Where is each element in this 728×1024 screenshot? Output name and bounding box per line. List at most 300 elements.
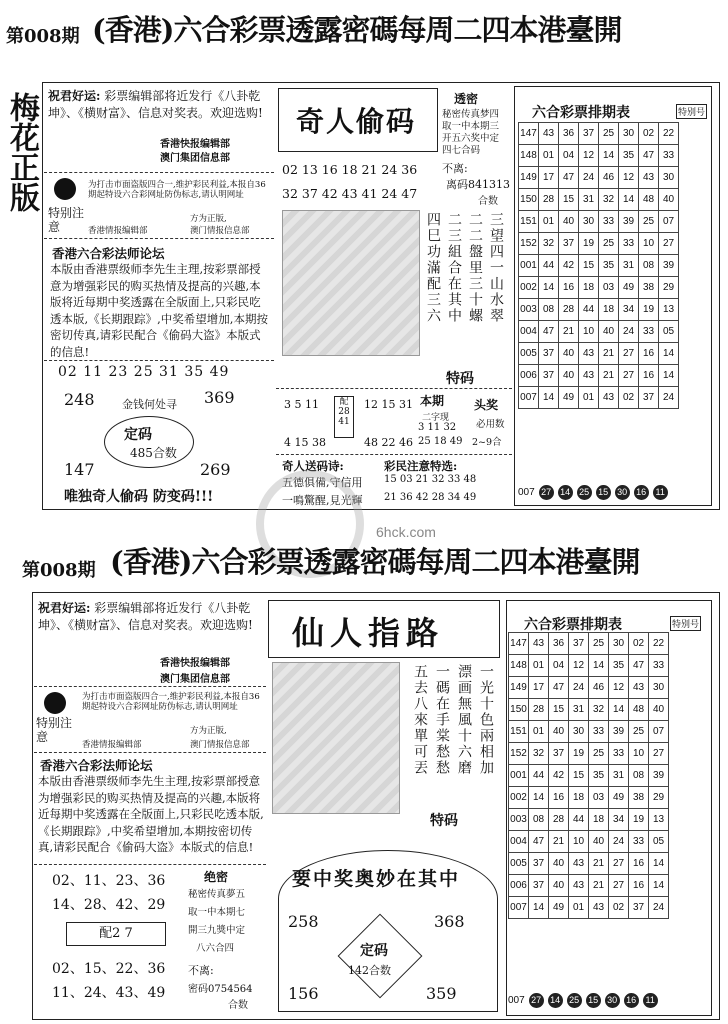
schedule-number-cell: 14	[529, 897, 549, 919]
schedule-period-cell: 002	[509, 787, 529, 809]
nums-a2: 14、28、42、29	[52, 897, 166, 913]
tri-bottom-right: 359	[426, 984, 457, 1003]
schedule-number-cell: 08	[639, 255, 659, 277]
schedule-number-cell: 27	[619, 365, 639, 387]
schedule-number-cell: 01	[539, 145, 559, 167]
forum-title: 香港六合彩法师论坛	[52, 246, 165, 261]
schedule-number-cell: 43	[599, 387, 619, 409]
schedule-number-cell: 16	[559, 277, 579, 299]
circle-number: 15	[586, 993, 601, 1008]
divider	[44, 360, 274, 361]
schedule-number-cell: 21	[559, 321, 579, 343]
schedule-number-cell: 25	[639, 211, 659, 233]
schedule-number-cell: 34	[609, 809, 629, 831]
last-row-label: 007	[508, 994, 525, 1006]
nums-b2: 11、24、43、49	[52, 985, 166, 1001]
schedule-number-cell: 19	[579, 233, 599, 255]
schedule-period-cell: 005	[509, 853, 529, 875]
grid-nums-2: 12 15 31	[364, 398, 413, 411]
tri-bottom-left: 147	[64, 460, 95, 479]
schedule-number-cell: 16	[549, 787, 569, 809]
divider	[44, 172, 274, 173]
schedule-tag: 特别号	[670, 616, 701, 631]
schedule-number-cell: 37	[539, 365, 559, 387]
schedule-row	[519, 211, 679, 233]
schedule-number-cell: 05	[659, 321, 679, 343]
schedule-period-cell: 147	[519, 123, 539, 145]
schedule-number-cell: 04	[549, 655, 569, 677]
schedule-number-cell: 17	[529, 677, 549, 699]
schedule-number-cell: 37	[629, 897, 649, 919]
schedule-number-cell: 37	[639, 387, 659, 409]
schedule-number-cell: 33	[629, 831, 649, 853]
schedule-number-cell: 24	[659, 387, 679, 409]
schedule-number-cell: 49	[549, 897, 569, 919]
circle-number: 25	[577, 485, 592, 500]
schedule-row	[509, 809, 669, 831]
schedule-number-cell: 47	[539, 321, 559, 343]
pei-box: 配28 41	[334, 396, 354, 438]
circle-number: 16	[624, 993, 639, 1008]
schedule-row	[509, 765, 669, 787]
schedule-number-cell: 16	[629, 875, 649, 897]
circle-number: 11	[643, 993, 658, 1008]
schedule-number-cell: 40	[649, 699, 669, 721]
schedule-number-cell: 01	[569, 897, 589, 919]
schedule-number-cell: 40	[549, 853, 569, 875]
schedule-number-cell: 15	[559, 189, 579, 211]
circle-number: 30	[615, 485, 630, 500]
schedule-row	[519, 343, 679, 365]
bomb-icon	[54, 178, 76, 200]
schedule-row	[519, 233, 679, 255]
divider	[276, 388, 512, 389]
schedule-number-cell: 28	[529, 699, 549, 721]
schedule-number-cell: 47	[629, 655, 649, 677]
greeting-body: 彩票编辑部将近发行《八卦乾坤》、《横财富》、信息对奖表。欢迎选购!	[38, 601, 253, 632]
buli-sub: 合数	[478, 196, 498, 207]
schedule-number-cell: 40	[549, 875, 569, 897]
poem-col-2: 二二盤里三十螺	[467, 212, 483, 324]
schedule-number-cell: 10	[639, 233, 659, 255]
forum-title: 香港六合彩法师论坛	[40, 758, 153, 773]
greeting-body: 彩票编辑部将近发行《八卦乾坤》、《横财富》、信息对奖表。欢迎选购!	[48, 89, 263, 120]
circle-number: 16	[634, 485, 649, 500]
schedule-number-cell: 39	[649, 765, 669, 787]
schedule-number-cell: 21	[549, 831, 569, 853]
tema-label: 特码	[446, 371, 474, 387]
schedule-number-cell: 40	[659, 189, 679, 211]
schedule-period-cell: 004	[519, 321, 539, 343]
schedule-period-cell: 007	[509, 897, 529, 919]
schedule-number-cell: 37	[559, 233, 579, 255]
schedule-period-cell: 151	[519, 211, 539, 233]
nums-row-2: 32 37 42 43 41 24 47	[282, 186, 418, 201]
schedule-number-cell: 25	[589, 743, 609, 765]
sign-2: 澳门集团信息部	[160, 153, 230, 164]
schedule-number-cell: 19	[639, 299, 659, 321]
schedule-number-cell: 33	[609, 743, 629, 765]
schedule-number-cell: 21	[599, 365, 619, 387]
schedule-row	[509, 743, 669, 765]
secret-title: 绝密	[204, 870, 229, 884]
schedule-number-cell: 42	[559, 255, 579, 277]
schedule-row	[509, 721, 669, 743]
schedule-number-cell: 40	[549, 721, 569, 743]
circle-number: 11	[653, 485, 668, 500]
schedule-number-cell: 25	[629, 721, 649, 743]
schedule-last-row	[508, 990, 658, 1010]
schedule-row	[519, 321, 679, 343]
schedule-number-cell: 33	[589, 721, 609, 743]
schedule-number-cell: 36	[559, 123, 579, 145]
schedule-period-cell: 001	[519, 255, 539, 277]
schedule-number-cell: 37	[569, 633, 589, 655]
grid-nums-1: 3 5 11	[284, 398, 319, 411]
schedule-number-cell: 30	[619, 123, 639, 145]
schedule-row	[509, 853, 669, 875]
schedule-number-cell: 02	[609, 897, 629, 919]
schedule-tag: 特别号	[676, 104, 707, 119]
schedule-number-cell: 49	[609, 787, 629, 809]
schedule-number-cell: 22	[659, 123, 679, 145]
nums-a1: 02、11、23、36	[52, 873, 166, 889]
schedule-number-cell: 05	[649, 831, 669, 853]
buli-sub: 合数	[228, 1000, 248, 1011]
schedule-number-cell: 18	[589, 809, 609, 831]
schedule-number-cell: 44	[579, 299, 599, 321]
schedule-number-cell: 19	[569, 743, 589, 765]
schedule-number-cell: 38	[639, 277, 659, 299]
schedule-period-cell: 152	[509, 743, 529, 765]
schedule-number-cell: 37	[539, 343, 559, 365]
notice-sign-2: 香港情报编辑部	[88, 226, 148, 236]
schedule-number-cell: 16	[629, 853, 649, 875]
forum-body: 本版由香港票级师李先生主理,按彩票部授意为增强彩民的购买热情及提高的兴趣,本版将近每期中奖透露在全版面上,只彩民吃透本版,《长期跟踪》,中奖希望增加,本期按密切传真,请彩民配合《偷码大盗》本版式的信息!	[38, 774, 264, 854]
schedule-number-cell: 18	[599, 299, 619, 321]
schedule-row	[519, 299, 679, 321]
schedule-number-cell: 47	[549, 677, 569, 699]
tri-top-left: 258	[288, 912, 319, 931]
schedule-row	[519, 167, 679, 189]
notice-body: 为打击市面盗版四合一,维护彩民利益,本报自36期起特设六合彩网址防伪标志,请认明网址	[88, 180, 266, 200]
schedule-number-cell: 30	[649, 677, 669, 699]
schedule-number-cell: 14	[619, 189, 639, 211]
schedule-number-cell: 27	[649, 743, 669, 765]
schedule-number-cell: 47	[529, 831, 549, 853]
schedule-period-cell: 151	[509, 721, 529, 743]
qiren-poem-2: 一鳴驚醒,見光輝	[282, 494, 363, 507]
schedule-row	[509, 897, 669, 919]
schedule-number-cell: 32	[529, 743, 549, 765]
schedule-number-cell: 47	[559, 167, 579, 189]
schedule-number-cell: 14	[529, 787, 549, 809]
slogan: 唯独奇人偷码 防变码!!!	[64, 489, 214, 505]
schedule-number-cell: 27	[609, 853, 629, 875]
circle-number: 14	[548, 993, 563, 1008]
buli-label: 不离:	[442, 162, 468, 175]
schedule-period-cell: 002	[519, 277, 539, 299]
tema-label: 特码	[430, 813, 458, 829]
schedule-table	[518, 122, 679, 409]
schedule-number-cell: 14	[539, 387, 559, 409]
schedule-number-cell: 17	[539, 167, 559, 189]
schedule-number-cell: 12	[619, 167, 639, 189]
title-text: 奇人偷码	[296, 105, 417, 138]
schedule-number-cell: 33	[659, 145, 679, 167]
schedule-row	[509, 787, 669, 809]
schedule-number-cell: 18	[579, 277, 599, 299]
schedule-number-cell: 10	[579, 321, 599, 343]
secret-line-3: 開三九獎中定	[188, 925, 246, 936]
notice-sign-1: 方为正版,	[190, 726, 227, 736]
circle-number: 15	[596, 485, 611, 500]
schedule-period-cell: 147	[509, 633, 529, 655]
schedule-number-cell: 35	[589, 765, 609, 787]
schedule-row	[509, 699, 669, 721]
sign-1: 香港快报编辑部	[160, 139, 230, 150]
schedule-period-cell: 152	[519, 233, 539, 255]
schedule-number-cell: 43	[639, 167, 659, 189]
schedule-number-cell: 37	[529, 875, 549, 897]
schedule-period-cell: 003	[509, 809, 529, 831]
schedule-number-cell: 07	[659, 211, 679, 233]
schedule-number-cell: 28	[559, 299, 579, 321]
headline: (香港)六合彩票透露密碼每周二四本港臺開	[92, 13, 622, 47]
schedule-number-cell: 16	[639, 343, 659, 365]
divider	[34, 864, 266, 865]
schedule-number-cell: 21	[599, 343, 619, 365]
caimin-label: 彩民注意特选:	[384, 459, 458, 473]
schedule-number-cell: 42	[549, 765, 569, 787]
forum-body: 本版由香港票级师李先生主理,按彩票部授意为增强彩民的购买热情及提高的兴趣,本版将近每期中奖透露在全版面上,只彩民吃透本版,《长期跟踪》,中奖希望增加,本期按密切传真,请彩民配合《偷码大盗》本版式的信息!	[50, 262, 268, 359]
last-row-label: 007	[518, 486, 535, 498]
schedule-number-cell: 35	[609, 655, 629, 677]
schedule-period-cell: 149	[509, 677, 529, 699]
schedule-number-cell: 25	[599, 123, 619, 145]
schedule-number-cell: 14	[539, 277, 559, 299]
schedule-number-cell: 22	[649, 633, 669, 655]
schedule-number-cell: 32	[539, 233, 559, 255]
schedule-row	[509, 875, 669, 897]
watermark-text: 6hck.com	[376, 524, 436, 540]
tri-top-right: 368	[434, 912, 465, 931]
schedule-number-cell: 02	[629, 633, 649, 655]
schedule-number-cell: 30	[659, 167, 679, 189]
schedule-number-cell: 24	[619, 321, 639, 343]
poem-col-4: 五去八來單可丟	[412, 664, 428, 776]
issue-number: 第008期	[22, 560, 96, 581]
schedule-number-cell: 14	[649, 853, 669, 875]
schedule-number-cell: 43	[579, 343, 599, 365]
schedule-number-cell: 49	[559, 387, 579, 409]
schedule-number-cell: 08	[529, 809, 549, 831]
notice-sign-3: 澳门情报信息部	[190, 226, 250, 236]
schedule-number-cell: 37	[579, 123, 599, 145]
secret-line-4: 八六合四	[196, 943, 235, 954]
schedule-number-cell: 43	[539, 123, 559, 145]
schedule-number-cell: 21	[589, 853, 609, 875]
schedule-number-cell: 21	[589, 875, 609, 897]
schedule-table	[508, 632, 669, 919]
schedule-period-cell: 007	[519, 387, 539, 409]
circle-number: 25	[567, 993, 582, 1008]
notice-sign-3: 澳门情报信息部	[190, 740, 250, 750]
notice-label: 特别注意	[48, 206, 85, 234]
tri-top-left: 248	[64, 390, 95, 409]
qiren-poem-1: 五德俱備,守信用	[282, 476, 363, 489]
schedule-number-cell: 43	[569, 875, 589, 897]
title-text: 仙人指路	[292, 614, 445, 652]
schedule-number-cell: 27	[609, 875, 629, 897]
schedule-number-cell: 24	[649, 897, 669, 919]
schedule-number-cell: 37	[529, 853, 549, 875]
schedule-number-cell: 03	[599, 277, 619, 299]
schedule-row	[519, 365, 679, 387]
schedule-number-cell: 07	[649, 721, 669, 743]
benqi-sub: 二字现	[422, 413, 450, 423]
schedule-number-cell: 10	[629, 743, 649, 765]
tri-bottom-left: 156	[288, 984, 319, 1003]
schedule-number-cell: 44	[569, 809, 589, 831]
schedule-number-cell: 08	[539, 299, 559, 321]
schedule-number-cell: 37	[549, 743, 569, 765]
schedule-number-cell: 25	[589, 633, 609, 655]
schedule-number-cell: 44	[539, 255, 559, 277]
divider	[44, 238, 274, 239]
schedule-number-cell: 43	[579, 365, 599, 387]
dingma-label: 定码	[360, 943, 388, 959]
schedule-number-cell: 40	[559, 211, 579, 233]
secret-line-1: 秘密传真夢五	[188, 889, 246, 900]
schedule-period-cell: 150	[519, 189, 539, 211]
schedule-number-cell: 40	[559, 365, 579, 387]
caimin-row-1: 15 03 21 32 33 48	[384, 474, 477, 485]
toujiang-label: 头奖	[474, 398, 499, 412]
schedule-period-cell: 005	[519, 343, 539, 365]
schedule-period-cell: 148	[519, 145, 539, 167]
schedule-number-cell: 38	[629, 787, 649, 809]
grid-nums-3: 4 15 38	[284, 436, 326, 449]
issue-number: 第008期	[6, 26, 80, 47]
buli-code: 离码841313	[446, 178, 510, 191]
schedule-number-cell: 28	[539, 189, 559, 211]
schedule-period-cell: 006	[519, 365, 539, 387]
greeting-title: 祝君好运:	[48, 89, 101, 103]
schedule-row	[519, 145, 679, 167]
toujiang-range: 2~9合	[472, 437, 502, 448]
schedule-number-cell: 12	[569, 655, 589, 677]
tri-top-right: 369	[204, 388, 235, 407]
schedule-row	[519, 387, 679, 409]
schedule-number-cell: 31	[609, 765, 629, 787]
notice-body: 为打击市面盗版四合一,维护彩民利益,本报自36期起特设六合彩网址防伪标志,请认明网址	[82, 692, 260, 712]
circle-number: 27	[539, 485, 554, 500]
secret-line-2: 取一中本期七	[188, 907, 246, 918]
schedule-number-cell: 33	[599, 211, 619, 233]
schedule-number-cell: 43	[589, 897, 609, 919]
schedule-number-cell: 18	[569, 787, 589, 809]
schedule-number-cell: 32	[589, 699, 609, 721]
schedule-number-cell: 01	[539, 211, 559, 233]
schedule-row	[519, 277, 679, 299]
schedule-number-cell: 46	[589, 677, 609, 699]
dingma-value: 485合数	[130, 446, 177, 460]
schedule-period-cell: 006	[509, 875, 529, 897]
poem-col-1: 一光十色兩相加	[478, 664, 494, 776]
schedule-number-cell: 49	[619, 277, 639, 299]
divider	[276, 454, 512, 455]
schedule-row	[509, 677, 669, 699]
schedule-number-cell: 30	[609, 633, 629, 655]
side-label: 梅花正版	[4, 92, 39, 212]
sign-2: 澳门集团信息部	[160, 674, 230, 685]
schedule-row	[519, 189, 679, 211]
headline: (香港)六合彩票透露密碼每周二四本港臺開	[110, 545, 640, 579]
dingma-label: 定码	[124, 427, 152, 443]
schedule-number-cell: 29	[659, 277, 679, 299]
secret-title: 透密	[454, 92, 479, 106]
poem-col-4: 四巳功滿配三六	[425, 212, 441, 324]
schedule-number-cell: 40	[589, 831, 609, 853]
schedule-row	[519, 255, 679, 277]
schedule-number-cell: 28	[549, 809, 569, 831]
nums-row-1: 02 13 16 18 21 24 36	[282, 162, 418, 177]
schedule-number-cell: 01	[529, 721, 549, 743]
tri-bottom-right: 269	[200, 460, 231, 479]
circle-number: 14	[558, 485, 573, 500]
circle-number: 27	[529, 993, 544, 1008]
schedule-row	[509, 831, 669, 853]
schedule-number-cell: 14	[659, 365, 679, 387]
schedule-row	[509, 633, 669, 655]
circle-number: 30	[605, 993, 620, 1008]
secret-line-4: 四七合码	[442, 145, 481, 156]
schedule-number-cell: 01	[529, 655, 549, 677]
schedule-last-row	[518, 482, 668, 502]
schedule-number-cell: 33	[619, 233, 639, 255]
benqi-nums-2: 25 18 49	[418, 436, 463, 447]
pei-box: 配2 7	[66, 922, 166, 946]
sign-1: 香港快报编辑部	[160, 658, 230, 669]
qiren-label: 奇人送码诗:	[282, 459, 344, 473]
greeting-box	[48, 88, 270, 122]
illustration-image	[282, 210, 420, 356]
divider	[34, 752, 266, 753]
greeting-title: 祝君好运:	[38, 601, 91, 615]
schedule-number-cell: 14	[649, 875, 669, 897]
benqi-nums-1: 3 11 32	[418, 422, 457, 433]
schedule-row	[509, 655, 669, 677]
grid-nums-4: 48 22 46	[364, 436, 413, 449]
schedule-number-cell: 33	[639, 321, 659, 343]
schedule-number-cell: 29	[649, 787, 669, 809]
schedule-number-cell: 31	[579, 189, 599, 211]
schedule-number-cell: 35	[619, 145, 639, 167]
notice-label: 特别注意	[36, 716, 73, 744]
schedule-number-cell: 31	[569, 699, 589, 721]
schedule-number-cell: 31	[619, 255, 639, 277]
schedule-number-cell: 15	[569, 765, 589, 787]
schedule-number-cell: 27	[619, 343, 639, 365]
schedule-number-cell: 24	[569, 677, 589, 699]
schedule-row	[519, 123, 679, 145]
notice-sign-1: 方为正版,	[190, 214, 227, 224]
poem-col-3: 一碼在手棠愁愁	[434, 664, 450, 776]
schedule-number-cell: 48	[639, 189, 659, 211]
secret-line-1: 秘密传真梦四	[442, 109, 500, 120]
divider	[34, 686, 266, 687]
